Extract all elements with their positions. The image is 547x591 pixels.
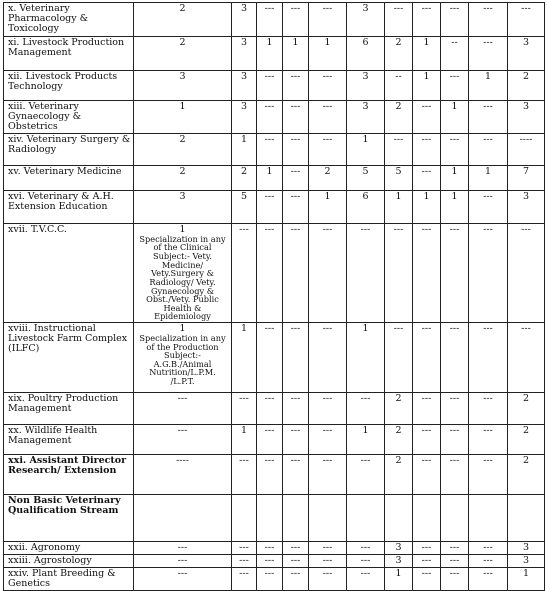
- count-cell: 3: [508, 541, 545, 554]
- count-cell: ---: [413, 424, 441, 454]
- count-cell: 1: [347, 424, 385, 454]
- discipline-cell: xviii. Instructional Livestock Farm Complex (ILFC): [4, 322, 134, 392]
- count-cell: 1: [232, 424, 257, 454]
- table-row: [4, 554, 545, 567]
- count-cell: ---: [309, 541, 347, 554]
- requirement-cell: [134, 165, 232, 190]
- count-cell: [441, 494, 469, 541]
- requirement-value: ---: [177, 392, 188, 404]
- count-cell: 2: [508, 454, 545, 494]
- count-cell: ---: [257, 190, 283, 223]
- table-row: [4, 165, 545, 190]
- count-cell: ---: [469, 322, 508, 392]
- count-cell: 6: [347, 37, 385, 71]
- count-cell: ---: [257, 101, 283, 134]
- discipline-cell: xx. Wildlife Health Management: [4, 424, 134, 454]
- count-cell: [413, 494, 441, 541]
- table-row: [4, 392, 545, 424]
- table-row: [4, 3, 545, 37]
- count-cell: ---: [413, 554, 441, 567]
- count-cell: 3: [232, 101, 257, 134]
- count-cell: 1: [385, 567, 413, 590]
- count-cell: ---: [283, 223, 309, 322]
- requirement-value: 2: [179, 165, 186, 177]
- count-cell: [508, 494, 545, 541]
- discipline-cell: xxii. Agronomy: [4, 541, 134, 554]
- count-cell: ---: [385, 322, 413, 392]
- discipline-cell: xvi. Veterinary & A.H. Extension Education: [4, 190, 134, 223]
- count-cell: [232, 494, 257, 541]
- requirement-cell: [134, 554, 232, 567]
- count-cell: ---: [283, 454, 309, 494]
- table-row: [4, 454, 545, 494]
- count-cell: ---: [257, 133, 283, 165]
- count-cell: ---: [469, 223, 508, 322]
- count-cell: 3: [508, 101, 545, 134]
- count-cell: ---: [232, 392, 257, 424]
- requirement-note: Specialization in any of the Clinical Subject:- Vety. Medicine/ Vety.Surgery & Radiology/ Vety. Gynaecology & Obst./Vety. Public Health & Epidemiology: [139, 233, 226, 322]
- requirement-cell: [134, 3, 232, 37]
- table-row: [4, 133, 545, 165]
- count-cell: ---: [347, 392, 385, 424]
- requirement-note: Specialization in any of the Production Subject:- A.G.B./Animal Nutrition/L.P.M. /L.P.T.: [139, 332, 226, 386]
- count-cell: ---: [469, 37, 508, 71]
- count-cell: 3: [347, 71, 385, 101]
- count-cell: ---: [257, 567, 283, 590]
- discipline-cell: xiii. Veterinary Gynaecology & Obstetrics: [4, 101, 134, 134]
- requirement-value: ---: [177, 554, 188, 566]
- count-cell: ---: [257, 454, 283, 494]
- count-cell: ---: [441, 133, 469, 165]
- count-cell: 1: [309, 190, 347, 223]
- count-cell: 1: [347, 133, 385, 165]
- count-cell: ---: [441, 392, 469, 424]
- requirement-value: 2: [179, 133, 186, 145]
- count-cell: 1: [413, 37, 441, 71]
- count-cell: ---: [413, 133, 441, 165]
- requirement-cell: [134, 424, 232, 454]
- table-row: [4, 322, 545, 392]
- requirement-cell: [134, 190, 232, 223]
- table-row: [4, 190, 545, 223]
- discipline-cell: Non Basic Veterinary Qualification Stream: [4, 494, 134, 541]
- count-cell: 3: [508, 190, 545, 223]
- count-cell: ---: [232, 567, 257, 590]
- count-cell: 5: [347, 165, 385, 190]
- requirement-cell: [134, 567, 232, 590]
- count-cell: ---: [441, 322, 469, 392]
- count-cell: ---: [283, 3, 309, 37]
- count-cell: 2: [385, 101, 413, 134]
- count-cell: ---: [309, 424, 347, 454]
- count-cell: 1: [283, 37, 309, 71]
- staff-table: [3, 2, 545, 591]
- requirement-cell: [134, 37, 232, 71]
- count-cell: ---: [413, 454, 441, 494]
- count-cell: ---: [469, 190, 508, 223]
- count-cell: --: [385, 71, 413, 101]
- count-cell: [309, 494, 347, 541]
- count-cell: 2: [508, 392, 545, 424]
- count-cell: ---: [232, 541, 257, 554]
- count-cell: ---: [385, 223, 413, 322]
- count-cell: 5: [232, 190, 257, 223]
- count-cell: ---: [283, 165, 309, 190]
- count-cell: ---: [309, 554, 347, 567]
- count-cell: 1: [508, 567, 545, 590]
- count-cell: 3: [347, 3, 385, 37]
- count-cell: ---: [283, 424, 309, 454]
- count-cell: 1: [232, 133, 257, 165]
- requirement-cell: [134, 223, 232, 322]
- requirement-value: ---: [177, 424, 188, 436]
- table-row: [4, 424, 545, 454]
- count-cell: ---: [309, 392, 347, 424]
- count-cell: 2: [232, 165, 257, 190]
- count-cell: ---: [413, 3, 441, 37]
- count-cell: ---: [257, 392, 283, 424]
- count-cell: 1: [441, 165, 469, 190]
- discipline-cell: xi. Livestock Production Management: [4, 37, 134, 71]
- table-row: [4, 101, 545, 134]
- count-cell: ---: [441, 3, 469, 37]
- count-cell: ---: [309, 101, 347, 134]
- count-cell: 1: [257, 165, 283, 190]
- count-cell: ---: [309, 322, 347, 392]
- count-cell: 1: [441, 101, 469, 134]
- requirement-value: ---: [177, 567, 188, 579]
- discipline-cell: xiv. Veterinary Surgery & Radiology: [4, 133, 134, 165]
- count-cell: [385, 494, 413, 541]
- count-cell: ----: [508, 133, 545, 165]
- requirement-cell: [134, 133, 232, 165]
- count-cell: ---: [385, 3, 413, 37]
- count-cell: ---: [469, 541, 508, 554]
- count-cell: ---: [257, 322, 283, 392]
- count-cell: ---: [413, 165, 441, 190]
- count-cell: 1: [441, 190, 469, 223]
- count-cell: 1: [413, 190, 441, 223]
- count-cell: ---: [469, 554, 508, 567]
- count-cell: ---: [413, 541, 441, 554]
- count-cell: 2: [385, 392, 413, 424]
- count-cell: ---: [441, 71, 469, 101]
- count-cell: ---: [469, 424, 508, 454]
- discipline-cell: xii. Livestock Products Technology: [4, 71, 134, 101]
- table-row: [4, 37, 545, 71]
- count-cell: 1: [309, 37, 347, 71]
- requirement-value: 1: [179, 101, 186, 112]
- discipline-cell: xxi. Assistant Director Research/ Extension: [4, 454, 134, 494]
- requirement-value: 2: [179, 37, 186, 48]
- count-cell: ---: [413, 567, 441, 590]
- count-cell: ---: [441, 454, 469, 494]
- count-cell: ---: [232, 454, 257, 494]
- count-cell: ---: [469, 392, 508, 424]
- count-cell: ---: [232, 554, 257, 567]
- count-cell: ---: [309, 223, 347, 322]
- requirement-value: 1: [179, 322, 186, 334]
- discipline-cell: xvii. T.V.C.C.: [4, 223, 134, 322]
- requirement-value: 2: [179, 3, 186, 14]
- count-cell: ---: [441, 567, 469, 590]
- count-cell: 2: [385, 454, 413, 494]
- count-cell: ---: [257, 71, 283, 101]
- count-cell: 1: [232, 322, 257, 392]
- count-cell: ---: [283, 101, 309, 134]
- count-cell: ---: [257, 223, 283, 322]
- requirement-value: ----: [176, 454, 189, 466]
- section-row: [4, 494, 545, 541]
- count-cell: 3: [232, 3, 257, 37]
- count-cell: ---: [469, 454, 508, 494]
- discipline-cell: x. Veterinary Pharmacology & Toxicology: [4, 3, 134, 37]
- requirement-cell: [134, 71, 232, 101]
- count-cell: ---: [469, 101, 508, 134]
- count-cell: ---: [257, 554, 283, 567]
- count-cell: ---: [309, 3, 347, 37]
- count-cell: 1: [385, 190, 413, 223]
- discipline-cell: xxiv. Plant Breeding & Genetics: [4, 567, 134, 590]
- count-cell: --: [441, 37, 469, 71]
- requirement-cell: [134, 541, 232, 554]
- count-cell: ---: [257, 424, 283, 454]
- count-cell: 3: [347, 101, 385, 134]
- table-row: [4, 567, 545, 590]
- count-cell: ---: [508, 223, 545, 322]
- count-cell: 3: [385, 554, 413, 567]
- requirement-cell: [134, 494, 232, 541]
- count-cell: ---: [283, 71, 309, 101]
- count-cell: 2: [385, 424, 413, 454]
- discipline-cell: xxiii. Agrostology: [4, 554, 134, 567]
- count-cell: ---: [283, 392, 309, 424]
- count-cell: ---: [441, 424, 469, 454]
- count-cell: ---: [469, 133, 508, 165]
- count-cell: 3: [232, 71, 257, 101]
- count-cell: ---: [283, 133, 309, 165]
- count-cell: ---: [441, 541, 469, 554]
- table-row: [4, 541, 545, 554]
- count-cell: 2: [385, 37, 413, 71]
- count-cell: ---: [257, 541, 283, 554]
- count-cell: ---: [257, 3, 283, 37]
- count-cell: 1: [413, 71, 441, 101]
- count-cell: 1: [347, 322, 385, 392]
- count-cell: 5: [385, 165, 413, 190]
- count-cell: [283, 494, 309, 541]
- count-cell: ---: [309, 71, 347, 101]
- count-cell: ---: [283, 567, 309, 590]
- count-cell: ---: [413, 223, 441, 322]
- requirement-value: 3: [179, 71, 186, 82]
- count-cell: ---: [283, 322, 309, 392]
- count-cell: ---: [441, 223, 469, 322]
- count-cell: 1: [469, 71, 508, 101]
- table-row: [4, 71, 545, 101]
- requirement-cell: [134, 101, 232, 134]
- count-cell: ---: [283, 190, 309, 223]
- count-cell: 6: [347, 190, 385, 223]
- count-cell: [347, 494, 385, 541]
- count-cell: ---: [347, 541, 385, 554]
- count-cell: 3: [232, 37, 257, 71]
- requirement-value: ---: [177, 541, 188, 553]
- count-cell: ---: [347, 454, 385, 494]
- count-cell: ---: [347, 223, 385, 322]
- requirement-value: 3: [179, 190, 186, 202]
- count-cell: 1: [469, 165, 508, 190]
- count-cell: 2: [508, 71, 545, 101]
- count-cell: [257, 494, 283, 541]
- count-cell: ---: [413, 101, 441, 134]
- count-cell: ---: [309, 567, 347, 590]
- count-cell: 7: [508, 165, 545, 190]
- count-cell: 3: [508, 554, 545, 567]
- count-cell: ---: [413, 392, 441, 424]
- count-cell: ---: [309, 454, 347, 494]
- count-cell: ---: [469, 3, 508, 37]
- count-cell: 1: [257, 37, 283, 71]
- count-cell: ---: [508, 322, 545, 392]
- discipline-cell: xix. Poultry Production Management: [4, 392, 134, 424]
- count-cell: 3: [385, 541, 413, 554]
- count-cell: 2: [309, 165, 347, 190]
- count-cell: 3: [508, 37, 545, 71]
- requirement-cell: [134, 322, 232, 392]
- requirement-cell: [134, 454, 232, 494]
- count-cell: ---: [413, 322, 441, 392]
- count-cell: ---: [232, 223, 257, 322]
- table-row: [4, 223, 545, 322]
- requirement-value: 1: [179, 223, 186, 235]
- count-cell: ---: [347, 567, 385, 590]
- requirement-cell: [134, 392, 232, 424]
- count-cell: 2: [508, 424, 545, 454]
- count-cell: ---: [347, 554, 385, 567]
- count-cell: ---: [283, 554, 309, 567]
- count-cell: ---: [469, 567, 508, 590]
- discipline-cell: xv. Veterinary Medicine: [4, 165, 134, 190]
- count-cell: ---: [385, 133, 413, 165]
- count-cell: ---: [309, 133, 347, 165]
- count-cell: ---: [508, 3, 545, 37]
- count-cell: ---: [441, 554, 469, 567]
- count-cell: [469, 494, 508, 541]
- count-cell: ---: [283, 541, 309, 554]
